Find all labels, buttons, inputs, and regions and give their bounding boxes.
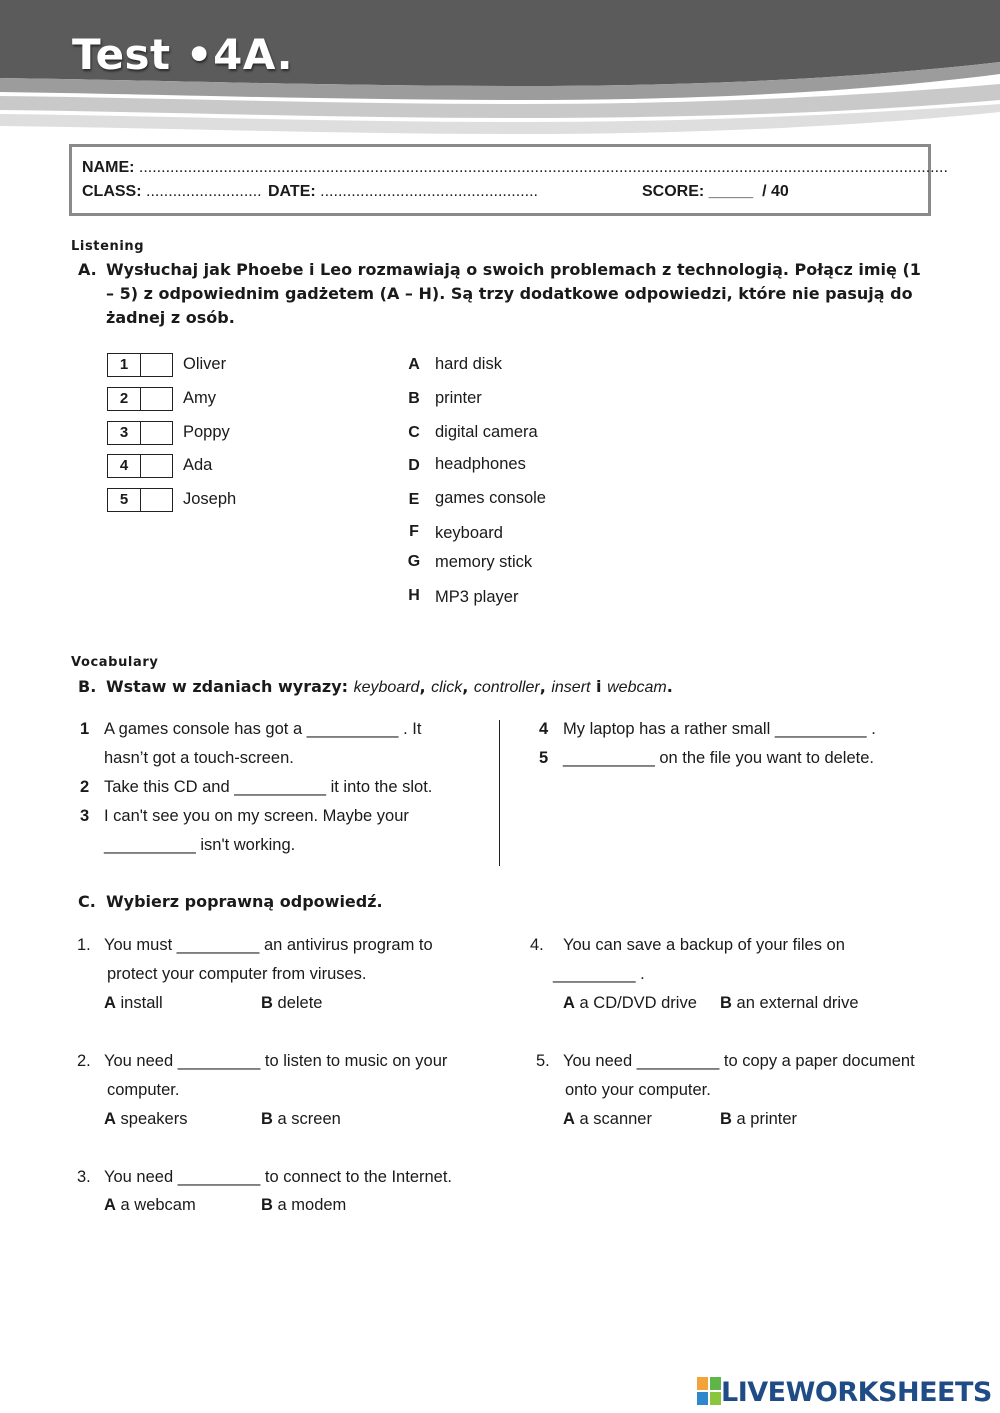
question-line: computer.: [107, 1081, 180, 1099]
person-number: 3: [108, 422, 141, 444]
gadget-letter: G: [407, 553, 421, 570]
item-line: A games console has got a __________ . It: [104, 720, 422, 738]
item-line: hasn’t got a touch-screen.: [104, 749, 294, 767]
person-number-box: [107, 421, 173, 445]
question-line: You must _________ an antivirus program to: [104, 936, 433, 954]
class-row: [82, 183, 262, 201]
word-webcam: webcam: [607, 679, 667, 696]
gadget-text: games console: [435, 489, 546, 507]
liveworksheets-logo[interactable]: [697, 1377, 992, 1409]
name-label: NAME:: [82, 159, 135, 176]
gadget-text: keyboard: [435, 524, 503, 542]
question-line: You need _________ to connect to the Internet.: [104, 1168, 453, 1186]
name-row: [82, 159, 948, 177]
answer-box[interactable]: [141, 422, 172, 444]
word-insert: insert: [551, 679, 591, 696]
student-info-box: [69, 144, 948, 216]
page-title: Test •4A.: [72, 30, 294, 79]
question-number: 1.: [77, 936, 91, 954]
item-line: I can't see you on my screen. Maybe your: [104, 807, 409, 825]
person-number: 2: [108, 388, 141, 410]
question-line: You need _________ to listen to music on your: [104, 1052, 448, 1070]
section-b-instruction: [78, 675, 938, 701]
answer-box[interactable]: [141, 489, 172, 511]
item-number: 5: [539, 749, 549, 767]
name-field[interactable]: ......................................................................................................................................................................................: [138, 159, 948, 176]
word-keyboard: keyboard: [353, 679, 420, 696]
section-label-vocabulary: Vocabulary: [71, 655, 159, 670]
option-b[interactable]: B a modem: [261, 1196, 347, 1214]
answer-box[interactable]: [141, 455, 172, 477]
gadget-text: digital camera: [435, 423, 538, 441]
gadget-letter: F: [409, 523, 419, 540]
section-c-letter: C.: [78, 892, 96, 911]
score-blank[interactable]: _____: [708, 183, 754, 200]
person-number-box: [107, 454, 173, 478]
score-total: / 40: [762, 183, 789, 200]
section-a-instruction-text: Wysłuchaj jak Phoebe i Leo rozmawiają o swoich problemach z technologią. Połącz imię (1 – 5) z odpowiednim gadżetem (A – H). Są trzy dodatkowe odpowiedzi, które nie pasują do żadnej z osób.: [106, 260, 921, 327]
item-number: 3: [80, 807, 90, 825]
question-line: protect your computer from viruses.: [107, 965, 367, 983]
gadget-text: memory stick: [435, 553, 533, 571]
section-c-instruction-text: Wybierz poprawną odpowiedź.: [106, 892, 383, 911]
gadget-letter: A: [408, 356, 420, 373]
gadget-text: MP3 player: [435, 588, 519, 606]
gadget-letter: H: [408, 587, 420, 604]
date-row: [268, 183, 538, 201]
question-line: _________ .: [553, 965, 645, 983]
logo-text: LIVEWORKSHEETS: [721, 1377, 992, 1408]
section-b-instruction-text: Wstaw w zdaniach wyrazy: keyboard, click, controller, insert i webcam.: [106, 677, 673, 696]
word-controller: controller: [473, 679, 540, 696]
column-divider: [499, 720, 500, 866]
person-name: Ada: [183, 456, 213, 474]
score-row: [642, 183, 789, 201]
liveworksheets-mark-icon: [697, 1377, 721, 1405]
section-label-listening: Listening: [71, 239, 145, 254]
section-a-letter: A.: [78, 260, 97, 279]
section-c-instruction: [78, 890, 678, 916]
question-line: You can save a backup of your files on: [563, 936, 845, 954]
person-number-box: [107, 387, 173, 411]
section-b-letter: B.: [78, 677, 97, 696]
person-name: Joseph: [183, 490, 237, 508]
option-a[interactable]: A install: [104, 994, 163, 1012]
option-a[interactable]: A a CD/DVD drive: [563, 994, 697, 1012]
item-number: 4: [539, 720, 549, 738]
gadget-text: printer: [435, 389, 482, 407]
question-number: 4.: [530, 936, 544, 954]
gadget-letter: D: [408, 457, 420, 474]
question-number: 5.: [536, 1052, 550, 1070]
class-field[interactable]: ..........................: [146, 183, 262, 200]
item-line: __________ isn't working.: [104, 836, 296, 854]
gadget-text: headphones: [435, 455, 526, 473]
score-label: SCORE:: [642, 183, 705, 200]
question-number: 3.: [77, 1168, 91, 1186]
gadget-letter: B: [408, 390, 420, 407]
person-number: 5: [108, 489, 141, 511]
item-number: 1: [80, 720, 90, 738]
person-number-box: [107, 353, 173, 377]
gadget-letter: E: [408, 491, 420, 508]
answer-box[interactable]: [141, 388, 172, 410]
question-number: 2.: [77, 1052, 91, 1070]
person-name: Amy: [183, 389, 216, 407]
item-line: Take this CD and __________ it into the slot.: [104, 778, 433, 796]
answer-box[interactable]: [141, 354, 172, 376]
class-label: CLASS:: [82, 183, 142, 200]
question-line: You need _________ to copy a paper document: [563, 1052, 915, 1070]
option-a[interactable]: A a webcam: [104, 1196, 196, 1214]
instruction-prefix: Wstaw w zdaniach wyrazy:: [106, 677, 349, 696]
gadget-letter: C: [408, 424, 420, 441]
item-number: 2: [80, 778, 90, 796]
person-name: Oliver: [183, 355, 227, 373]
person-number: 1: [108, 354, 141, 376]
item-line: My laptop has a rather small __________ .: [563, 720, 876, 738]
section-a-instruction: [78, 258, 938, 334]
question-line: onto your computer.: [565, 1081, 711, 1099]
word-click: click: [431, 679, 463, 696]
gadget-text: hard disk: [435, 355, 502, 373]
date-field[interactable]: .................................................: [320, 183, 538, 200]
person-number: 4: [108, 455, 141, 477]
date-label: DATE:: [268, 183, 316, 200]
option-b[interactable]: B a screen: [261, 1110, 341, 1128]
person-number-box: [107, 488, 173, 512]
option-a[interactable]: A speakers: [104, 1110, 188, 1128]
person-name: Poppy: [183, 423, 230, 441]
option-b[interactable]: B delete: [261, 994, 323, 1012]
item-line: __________ on the file you want to delete.: [563, 749, 874, 767]
option-b[interactable]: B a printer: [720, 1110, 798, 1128]
option-a[interactable]: A a scanner: [563, 1110, 652, 1128]
option-b[interactable]: B an external drive: [720, 994, 859, 1012]
